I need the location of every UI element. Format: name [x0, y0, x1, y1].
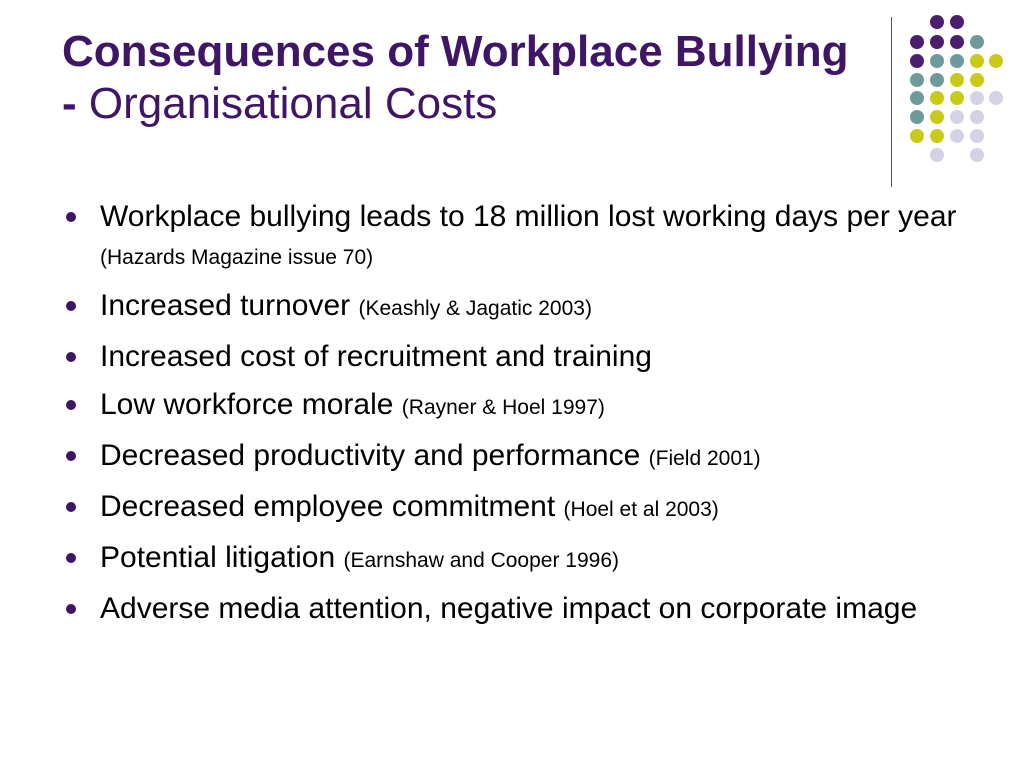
bullet-text: Adverse media attention, negative impact on corporate image — [100, 592, 918, 625]
decorative-dot — [950, 110, 964, 124]
bullet-text: Low workforce morale — [100, 388, 394, 421]
bullet-text: Increased cost of recruitment and training — [100, 340, 652, 373]
decorative-dot — [930, 110, 944, 124]
bullet-list — [62, 198, 962, 638]
decorative-dot — [930, 73, 944, 87]
decorative-dot — [970, 35, 984, 49]
bullet-dot-icon — [66, 352, 76, 362]
bullet-text: Increased turnover — [100, 289, 351, 322]
bullet-dot-icon — [66, 604, 76, 614]
bullet-dot-icon — [66, 451, 76, 461]
bullet-text: Decreased productivity and performance — [100, 439, 641, 472]
dot-grid-icon — [0, 0, 1024, 200]
decorative-dot — [970, 54, 984, 68]
decorative-dot — [930, 148, 944, 162]
bullet-citation: (Earnshaw and Cooper 1996) — [343, 549, 620, 572]
bullet-dot-icon — [66, 301, 76, 311]
bullet-text: Workplace bullying leads to 18 million lost working days per year — [100, 200, 957, 233]
decorative-dot — [950, 15, 964, 29]
decorative-dot — [910, 110, 924, 124]
decorative-dot — [970, 73, 984, 87]
decorative-dot — [930, 15, 944, 29]
decorative-dot — [989, 91, 1003, 105]
bullet-item — [62, 198, 962, 277]
decorative-dot — [950, 73, 964, 87]
decorative-dot — [970, 110, 984, 124]
bullet-item — [62, 287, 962, 328]
decorative-dot — [950, 54, 964, 68]
decorative-dot — [910, 54, 924, 68]
decorative-dot — [930, 54, 944, 68]
decorative-dot — [910, 91, 924, 105]
decorative-dot — [930, 91, 944, 105]
bullet-citation: (Hazards Magazine issue 70) — [100, 246, 374, 269]
decorative-dot — [970, 91, 984, 105]
decorative-dot — [930, 35, 944, 49]
bullet-citation: (Keashly & Jagatic 2003) — [358, 297, 592, 320]
bullet-dot-icon — [66, 502, 76, 512]
bullet-item — [62, 488, 962, 529]
decorative-dot — [910, 35, 924, 49]
bullet-text: Decreased employee commitment — [100, 490, 556, 523]
decorative-dot — [910, 73, 924, 87]
bullet-dot-icon — [66, 400, 76, 410]
decorative-dot — [989, 54, 1003, 68]
bullet-item — [62, 338, 962, 376]
bullet-dot-icon — [66, 212, 76, 222]
bullet-item — [62, 386, 962, 427]
bullet-dot-icon — [66, 553, 76, 563]
decorative-dot — [910, 129, 924, 143]
decorative-dot — [950, 35, 964, 49]
bullet-citation: (Hoel et al 2003) — [563, 498, 719, 521]
slide-title-bold: Consequences of Workplace Bullying - — [62, 27, 849, 128]
bullet-item — [62, 590, 962, 628]
bullet-citation: (Field 2001) — [648, 447, 761, 470]
bullet-citation: (Rayner & Hoel 1997) — [401, 396, 605, 419]
bullet-text: Potential litigation — [100, 541, 336, 574]
slide-title-subtitle: Organisational Costs — [88, 79, 498, 128]
bullet-item — [62, 437, 962, 478]
decorative-dot — [970, 129, 984, 143]
decorative-dot — [930, 129, 944, 143]
decorative-dot — [950, 129, 964, 143]
bullet-item — [62, 539, 962, 580]
decorative-dot — [950, 91, 964, 105]
decorative-dot — [970, 148, 984, 162]
